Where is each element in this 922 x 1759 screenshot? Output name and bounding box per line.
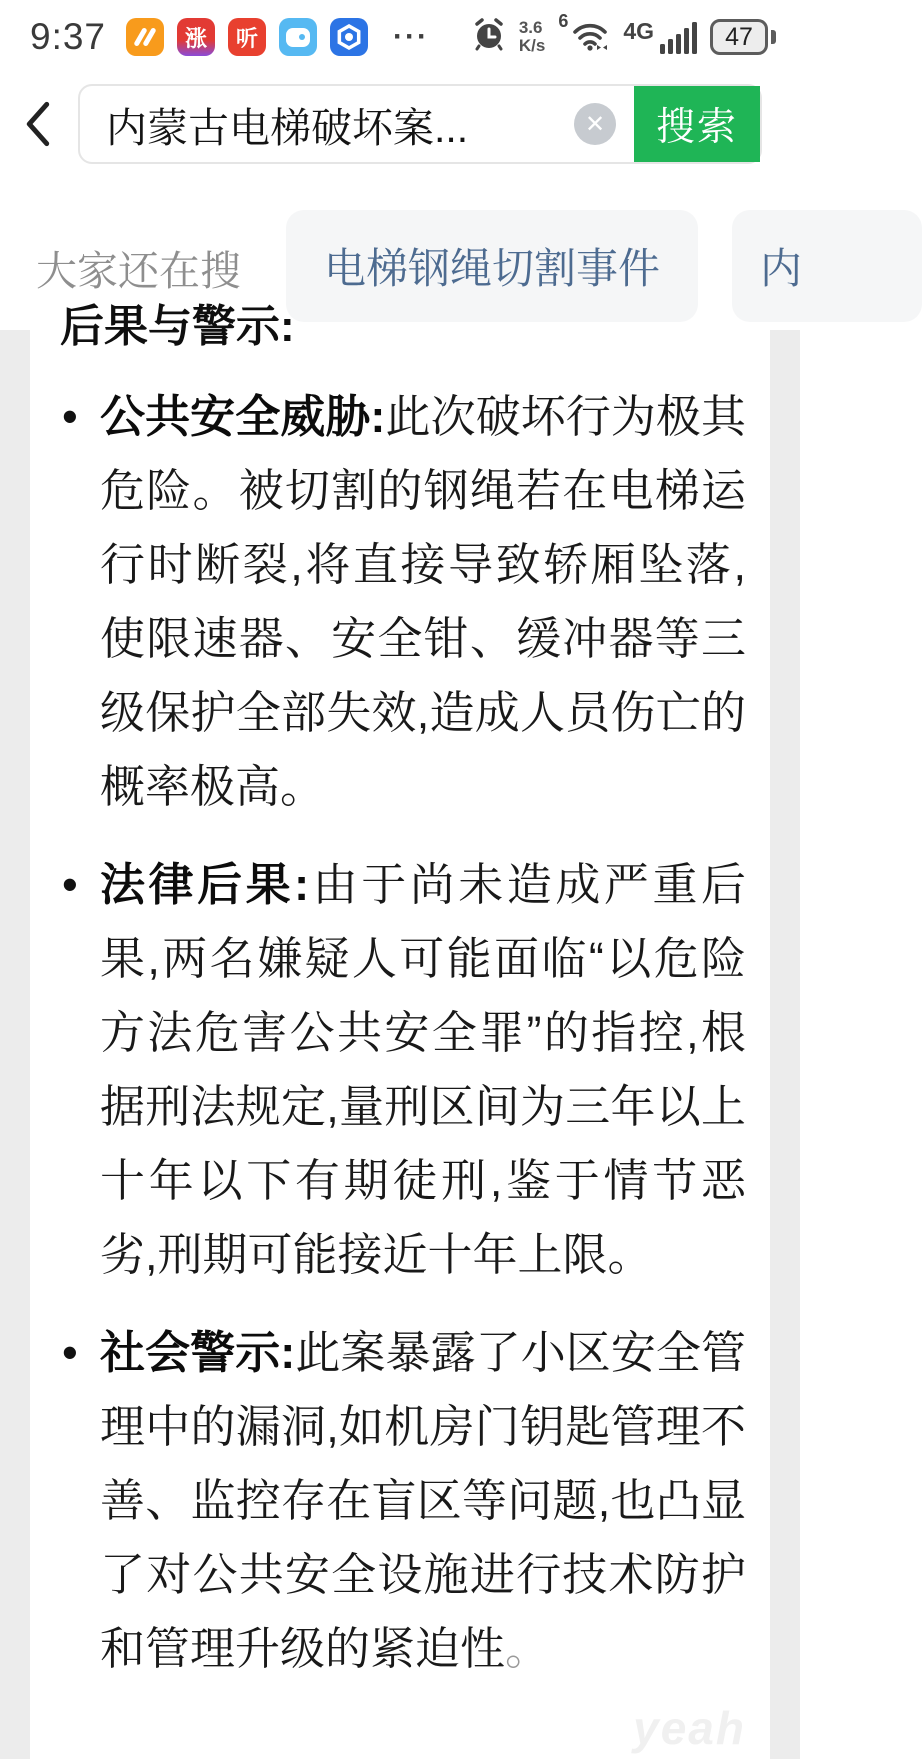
wifi-icon — [558, 10, 610, 56]
bullet-text: 此案暴露了小区安全管理中的漏洞,如机房门钥匙管理不善、监控存在盲区等问题,也凸显了对公共安全设施进行技术防护和管理升级的紧迫性 — [100, 1327, 746, 1674]
watermark: yeah — [633, 1702, 746, 1754]
signal-bars-icon — [660, 21, 697, 54]
battery-percent: 47 — [710, 19, 768, 55]
notification-app-icon-zhang: 涨 — [177, 18, 215, 56]
related-search-chip-clipped[interactable]: 内 — [732, 210, 922, 322]
bullet-item — [52, 380, 746, 824]
related-searches-label: 大家还在搜 — [36, 248, 241, 294]
section-heading-clipped: 后果与警示: — [60, 302, 295, 351]
page-background — [0, 302, 800, 1759]
bullet-marker: • — [62, 391, 78, 442]
back-button[interactable] — [24, 100, 70, 148]
notification-app-icon-ting: 听 — [228, 18, 266, 56]
bullet-marker: • — [62, 1327, 78, 1378]
bullet-heading: 社会警示: — [100, 1327, 296, 1378]
more-notifications-icon: ··· — [393, 20, 429, 53]
search-row — [0, 84, 800, 164]
bullet-item — [52, 1316, 746, 1686]
search-button[interactable]: 搜索 — [634, 86, 760, 162]
bullet-heading: 公共安全威胁: — [100, 391, 386, 442]
notification-app-icon-chat-bubble — [279, 18, 317, 56]
battery-indicator — [710, 19, 776, 55]
clear-search-icon[interactable]: ✕ — [574, 103, 616, 145]
bullet-text: 此次破坏行为极其危险。被切割的钢绳若在电梯运行时断裂,将直接导致轿厢坠落,使限速器、安全钳、缓冲器等三级保护全部失效,造成人员伤亡的概率极高。 — [100, 391, 746, 812]
network-type-label: 4G — [623, 17, 654, 44]
bullet-list — [52, 380, 746, 1686]
typing-period: 。 — [505, 1623, 551, 1674]
notification-app-icon-hexagon — [330, 18, 368, 56]
status-bar — [0, 0, 800, 66]
notification-app-icon-orange — [126, 18, 164, 56]
bullet-marker: • — [62, 859, 78, 910]
wifi6-badge: 6 — [558, 10, 569, 31]
bullet-heading: 法律后果: — [100, 859, 310, 910]
related-search-chip[interactable]: 电梯钢绳切割事件 — [286, 210, 698, 322]
alarm-clock-icon — [472, 18, 506, 57]
bullet-text: 由于尚未造成严重后果,两名嫌疑人可能面临“以危险方法危害公共安全罪”的指控,根据刑法规定,量刑区间为三年以上十年以下有期徒刑,鉴于情节恶劣,刑期可能接近十年上限。 — [100, 859, 746, 1280]
search-input[interactable]: 内蒙古电梯破坏案... — [106, 104, 469, 151]
clock: 9:37 — [30, 16, 107, 57]
hexagon-hand-icon — [336, 24, 362, 50]
cellular-signal — [623, 17, 697, 54]
battery-nub — [771, 30, 776, 44]
answer-card — [30, 302, 770, 1759]
notification-icons — [126, 18, 429, 56]
status-indicators — [472, 10, 776, 57]
network-speed: 3.6 K/s — [518, 18, 546, 55]
bullet-item — [52, 848, 746, 1292]
chat-bubble-icon — [286, 28, 310, 47]
search-box — [78, 84, 762, 164]
